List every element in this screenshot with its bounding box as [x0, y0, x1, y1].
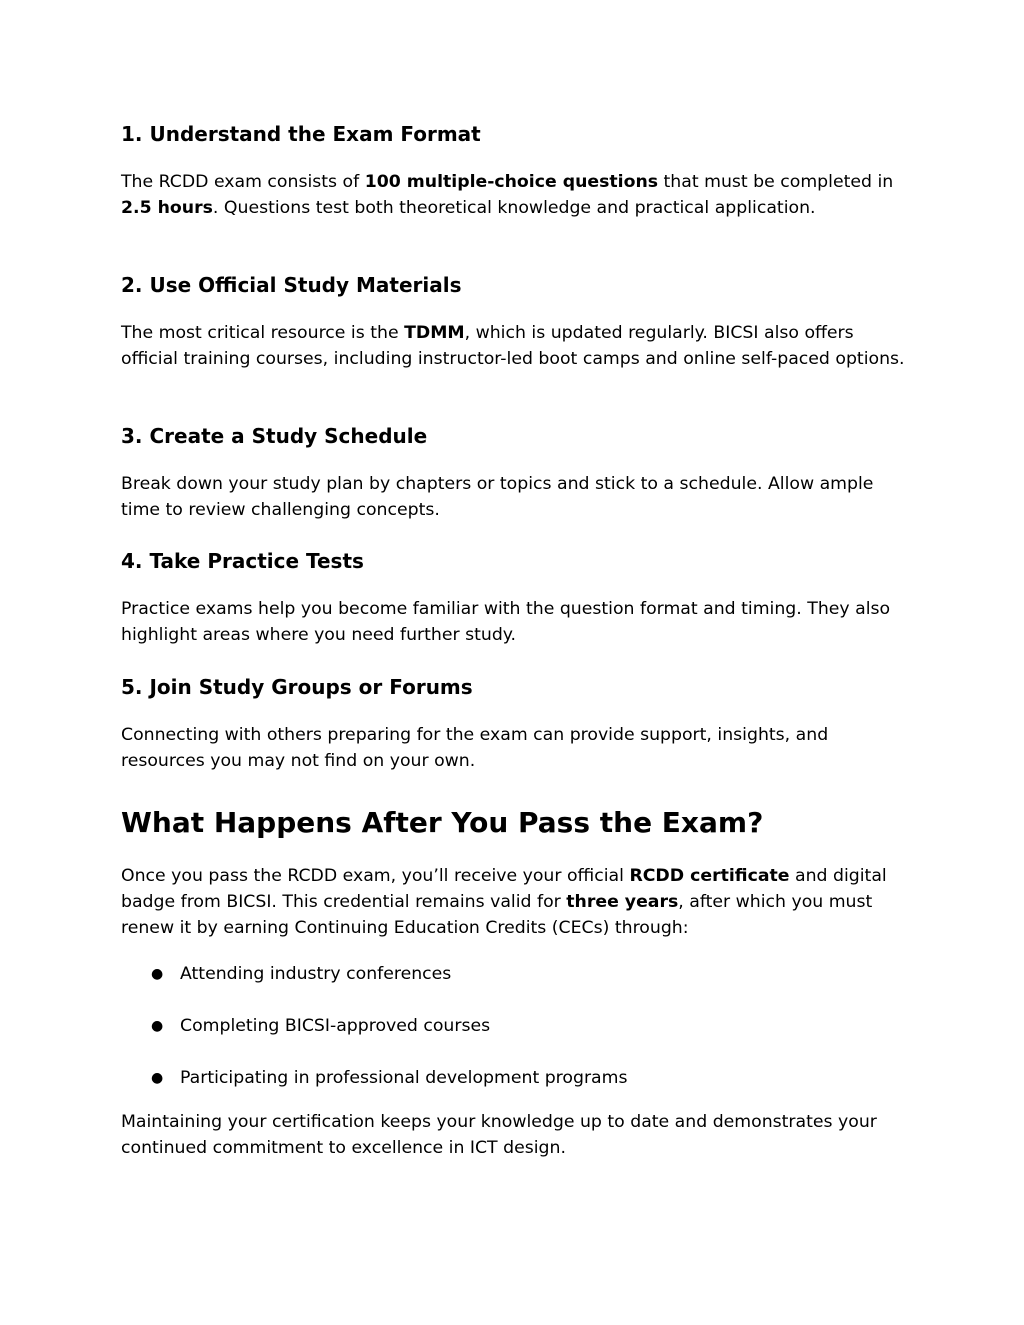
section-paragraph-study-materials — [121, 321, 911, 373]
bullet-icon: ● — [151, 1070, 164, 1086]
section-heading-practice-tests: 4. Take Practice Tests — [121, 549, 364, 573]
text-run: . Questions test both theoretical knowledge and practical application. — [212, 197, 816, 218]
section-paragraph-study-groups — [121, 723, 911, 775]
emphasis-text: RCDD certificate — [629, 866, 790, 886]
section-paragraph-study-schedule — [121, 472, 911, 524]
section-heading-study-materials: 2. Use Official Study Materials — [121, 273, 462, 297]
section-paragraph-exam-format — [121, 170, 911, 222]
text-run: , after which you must renew it by earning Continuing Education Credits (CECs) through: — [121, 891, 873, 938]
bullet-icon: ● — [151, 966, 164, 982]
emphasis-text: 2.5 hours — [121, 197, 213, 218]
text-run: Practice exams help you become familiar with the question format and timing. They also highlight areas where you need further study. — [121, 599, 891, 645]
text-run: that must be completed in — [658, 172, 894, 192]
text-run: The RCDD exam consists of — [121, 172, 365, 192]
section-heading-study-groups: 5. Join Study Groups or Forums — [121, 675, 473, 699]
closing-paragraph: Maintaining your certification keeps your knowledge up to date and demonstrates your continued commitment to excellence in ICT design. — [121, 1112, 877, 1158]
text-run: , which is updated regularly. BICSI also offers official training courses, including instructor-led boot camps and online self-paced options. — [121, 323, 905, 369]
section-heading-study-schedule: 3. Create a Study Schedule — [121, 424, 428, 448]
section-heading-exam-format: 1. Understand the Exam Format — [121, 122, 481, 146]
list-item-text: Attending industry conferences — [180, 964, 452, 984]
emphasis-text: three years — [566, 891, 679, 912]
text-run: Break down your study plan by chapters or topics and stick to a schedule. Allow ample time to review challenging concepts. — [121, 474, 874, 520]
text-run: and digital badge from BICSI. This credential remains valid for — [121, 866, 887, 912]
text-run: Connecting with others preparing for the exam can provide support, insights, and resources you may not find on your own. — [121, 725, 829, 771]
after-exam-heading: What Happens After You Pass the Exam? — [121, 806, 764, 839]
text-run: Once you pass the RCDD exam, you’ll receive your official — [121, 866, 630, 886]
emphasis-text: TDMM — [404, 323, 465, 343]
list-item-text: Participating in professional development programs — [180, 1068, 628, 1088]
section-paragraph-practice-tests — [121, 597, 911, 649]
after-exam-intro-paragraph — [121, 864, 911, 941]
text-run: The most critical resource is the — [121, 323, 405, 343]
list-item-text: Completing BICSI-approved courses — [180, 1016, 491, 1036]
bullet-icon: ● — [151, 1018, 164, 1034]
emphasis-text: 100 multiple-choice questions — [364, 172, 659, 192]
